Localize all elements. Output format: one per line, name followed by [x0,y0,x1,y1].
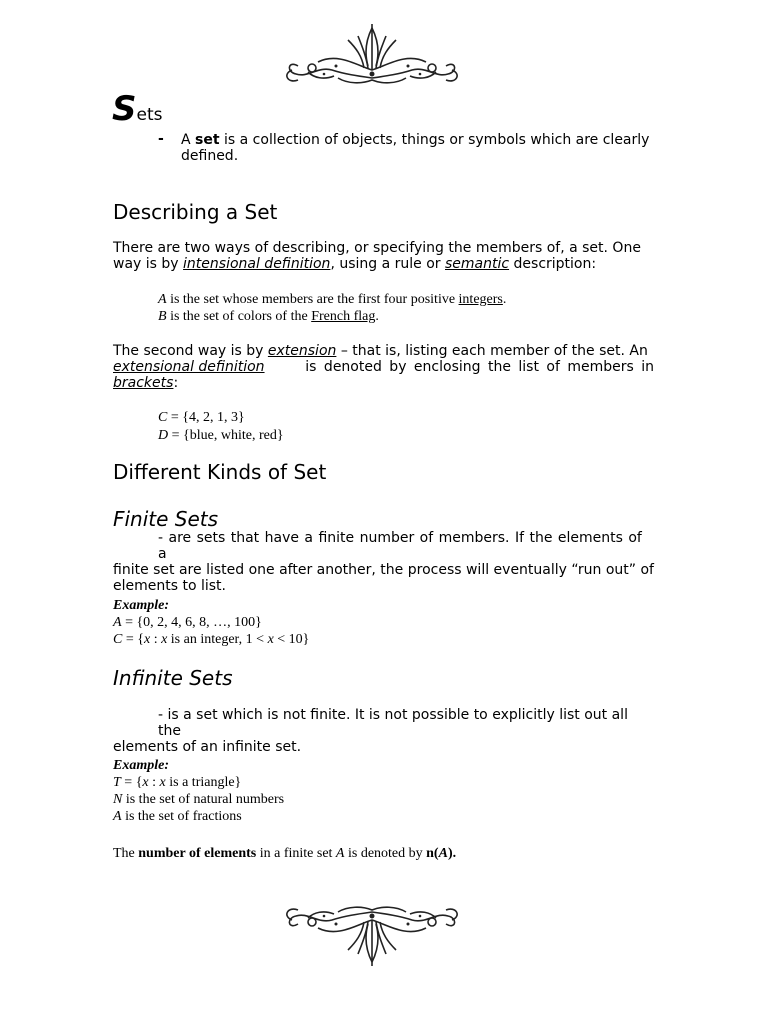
finite-definition: - are sets that have a finite number of members. If the elements of a finite set are listed one after another, the process will eventually “run out” of elements to list. [113,530,654,594]
example-set-c: C = {4, 2, 1, 3} [158,410,245,425]
title-rest: ets [136,105,163,125]
page-title [112,89,163,129]
link-semantic[interactable]: semantic [445,256,510,272]
example-set-d: D = {blue, white, red} [158,428,284,443]
link-extensional-definition[interactable]: extensional definition [113,359,265,375]
example-label: Example: [113,598,169,613]
heading-describing-a-set: Describing a Set [113,200,278,224]
describing-paragraph-1: There are two ways of describing, or specifying the members of, a set. One way is by intensional definition, using a rule or semantic description: [113,240,641,272]
infinite-definition: - is a set which is not finite. It is not possible to explicitly list out all the elements of an infinite set. [113,707,628,755]
set-term: set [195,132,220,148]
link-brackets[interactable]: brackets [113,375,174,391]
heading-finite-sets: Finite Sets [113,507,219,531]
heading-different-kinds: Different Kinds of Set [113,460,327,484]
infinite-example [113,757,284,825]
heading-infinite-sets: Infinite Sets [113,666,233,690]
link-intensional-definition[interactable]: intensional definition [183,256,331,272]
bottom-ornament [278,902,466,968]
finite-example-c: C = {x : x is an integer, 1 < x < 10} [113,632,310,647]
finite-example [113,597,309,648]
infinite-example-a: A is the set of fractions [113,809,242,824]
intro-bullet: - [158,131,164,147]
infinite-example-n: N is the set of natural numbers [113,792,285,807]
finite-example-a: A = {0, 2, 4, 6, 8, …, 100} [113,615,262,630]
infinite-example-t: T = {x : x is a triangle} [113,775,242,790]
link-french-flag[interactable]: French flag [311,309,376,324]
example-set-b-rule: B is the set of colors of the French flag. [158,309,379,324]
example-set-a-rule: A is the set whose members are the first four positive integers. [158,292,507,307]
describing-paragraph-2: The second way is by extension – that is, listing each member of the set. An extensional definition is denoted by enclosing the list of members in brackets: [113,343,654,391]
link-integers[interactable]: integers [458,292,503,307]
link-extension[interactable]: extension [267,343,337,359]
top-ornament [278,22,466,88]
example-label: Example: [113,758,169,773]
intro-definition: A set is a collection of objects, things or symbols which are clearly defined. [181,132,650,164]
title-initial: S [112,89,137,129]
number-of-elements-note: The number of elements in a finite set A is denoted by n(A). [113,846,457,861]
